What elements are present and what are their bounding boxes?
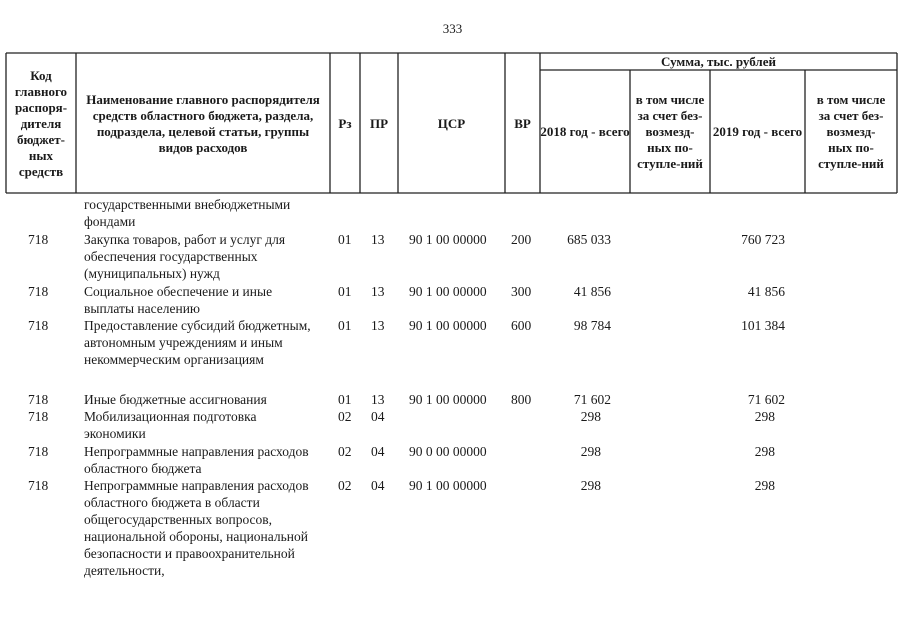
page-number: 333 xyxy=(442,21,463,36)
row-pr: 13 xyxy=(371,318,385,333)
row-pr: 13 xyxy=(371,232,385,247)
row-sum-2018: 298 xyxy=(580,444,601,459)
row-rz: 02 xyxy=(338,444,352,459)
row-pr: 13 xyxy=(371,392,385,407)
header-code: Код главного распоря-дителя бюджет-ных средств xyxy=(14,67,68,179)
row-rz: 01 xyxy=(338,392,352,407)
row-csr: 90 1 00 00000 xyxy=(409,478,487,493)
header-csr: ЦСР xyxy=(437,115,466,131)
row-sum-2018: 298 xyxy=(580,409,601,424)
row-vr: 800 xyxy=(511,392,532,407)
row-code: 718 xyxy=(28,232,49,247)
row-sum-2018: 41 856 xyxy=(573,284,611,299)
header-sum-group: Сумма, тыс. рублей xyxy=(661,53,776,69)
row-sum-2019: 41 856 xyxy=(747,284,785,299)
row-pr: 04 xyxy=(371,409,385,424)
row-csr: 90 1 00 00000 xyxy=(409,232,487,247)
row-sum-2019: 298 xyxy=(754,409,775,424)
row-pr: 04 xyxy=(371,478,385,493)
header-name: Наименование главного распорядителя средств областного бюджета, раздела, подраздела, целевой статьи, группы видов расходов xyxy=(86,91,320,155)
row-code: 718 xyxy=(28,478,49,493)
row-sum-2018: 298 xyxy=(580,478,601,493)
row-rz: 01 xyxy=(338,232,352,247)
continuation-text: государственными внебюджетными фондами xyxy=(84,197,291,229)
row-name: Мобилизационная подготовка экономики xyxy=(84,409,257,441)
row-vr: 200 xyxy=(511,232,532,247)
row-sum-2018: 685 033 xyxy=(567,232,611,247)
row-name: Предоставление субсидий бюджетным, автономным учреждениям и иным некоммерческим организациям xyxy=(84,318,311,367)
row-csr: 90 1 00 00000 xyxy=(409,284,487,299)
row-rz: 01 xyxy=(338,318,352,333)
row-name: Закупка товаров, работ и услуг для обеспечения государственных (муниципальных) нужд xyxy=(84,232,286,281)
row-sum-2018: 71 602 xyxy=(573,392,611,407)
header-pr: ПР xyxy=(369,115,389,131)
header-2018-gratuitous: в том числе за счет без-возмезд-ных по-ступле-ний xyxy=(635,92,705,171)
row-code: 718 xyxy=(28,392,49,407)
row-sum-2019: 71 602 xyxy=(747,392,785,407)
row-rz: 02 xyxy=(338,478,352,493)
row-name: Социальное обеспечение и иные выплаты населению xyxy=(84,284,273,316)
row-pr: 04 xyxy=(371,444,385,459)
header-vr: ВР xyxy=(514,115,531,131)
header-2018-total: 2018 год - всего xyxy=(540,124,630,139)
row-code: 718 xyxy=(28,444,49,459)
row-csr: 90 1 00 00000 xyxy=(409,392,487,407)
row-name: Иные бюджетные ассигнования xyxy=(84,392,267,407)
header-rz: Рз xyxy=(338,115,352,131)
row-vr: 600 xyxy=(511,318,532,333)
row-pr: 13 xyxy=(371,284,385,299)
row-csr: 90 0 00 00000 xyxy=(409,444,487,459)
row-sum-2019: 101 384 xyxy=(741,318,785,333)
row-sum-2019: 298 xyxy=(754,444,775,459)
row-sum-2019: 298 xyxy=(754,478,775,493)
row-name: Непрограммные направления расходов областного бюджета в области общегосударственных вопросов, национальной обороны, национальной безопасности и правоохранительной деятельности, xyxy=(84,478,309,578)
row-sum-2018: 98 784 xyxy=(573,318,611,333)
row-code: 718 xyxy=(28,284,49,299)
row-code: 718 xyxy=(28,409,49,424)
row-sum-2019: 760 723 xyxy=(741,232,785,247)
row-rz: 02 xyxy=(338,409,352,424)
row-code: 718 xyxy=(28,318,49,333)
row-name: Непрограммные направления расходов областного бюджета xyxy=(84,444,309,476)
header-2019-total: 2019 год - всего xyxy=(712,124,803,139)
row-rz: 01 xyxy=(338,284,352,299)
row-vr: 300 xyxy=(511,284,532,299)
row-csr: 90 1 00 00000 xyxy=(409,318,487,333)
header-2019-gratuitous: в том числе за счет без-возмезд-ных по-ступле-ний xyxy=(816,92,886,171)
